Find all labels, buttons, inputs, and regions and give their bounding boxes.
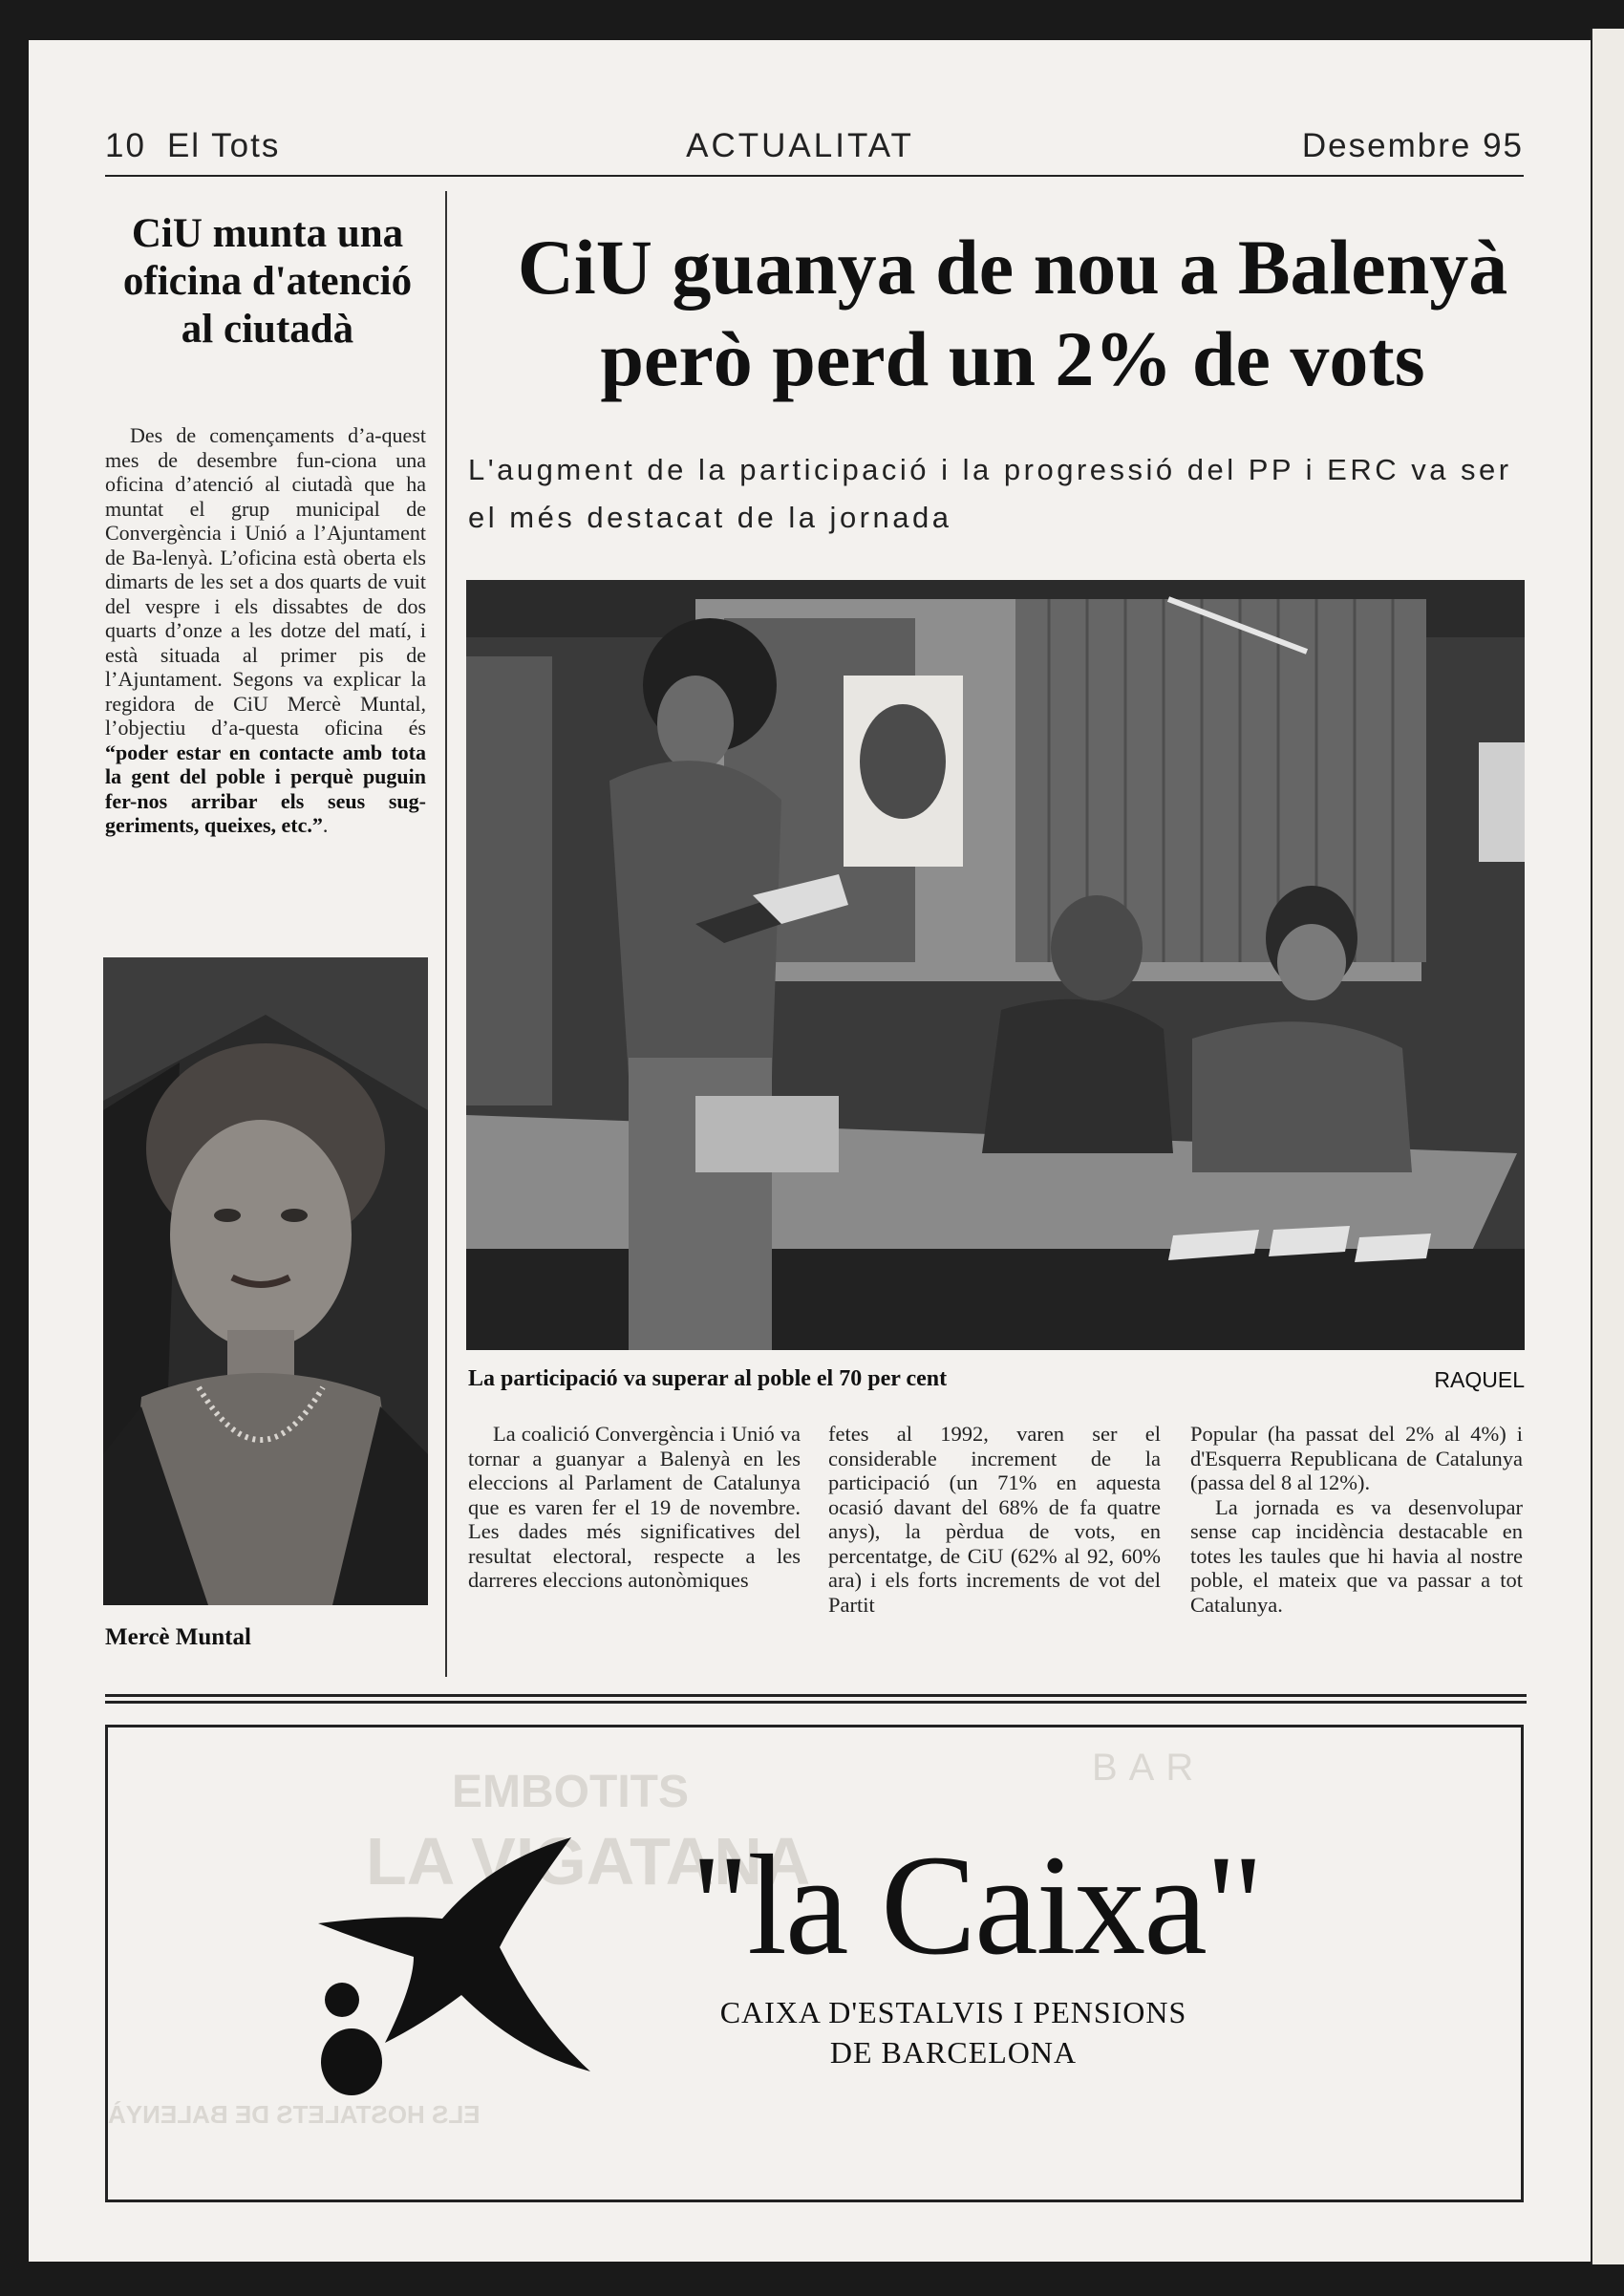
la-caixa-advertisement bbox=[105, 1725, 1524, 2202]
article-column-3 bbox=[1190, 1422, 1523, 1617]
article-column-1 bbox=[468, 1422, 801, 1593]
sidebar-quote: “poder estar en contacte amb tota la gent del poble i perquè puguin fer-nos arribar els seus sug-geriments, queixes, etc.” bbox=[105, 740, 426, 837]
sidebar-body bbox=[105, 423, 426, 838]
section-rule-top bbox=[105, 1694, 1527, 1697]
sidebar-body-intro: Des de començaments d’a-quest mes de desembre fun-ciona una oficina d’atenció al ciutadà que ha muntat el grup municipal de Convergència i Unió a l’Ajuntament de Ba-lenyà. L’oficina està oberta els dimarts de les set a dos quarts de vuit del vespre i els dissabtes de dos quarts d’onze a les dotze del matí, i està situada al primer pis de l’Ajuntament. Segons va explicar la regidora de CiU Mercè Muntal, l’objectiu d’a-questa oficina és bbox=[105, 423, 426, 740]
la-caixa-star-logo bbox=[299, 1833, 605, 2100]
main-photo-caption: La participació va superar al poble el 70 per cent bbox=[468, 1366, 948, 1391]
article-col3-text-a: Popular (ha passat del 2% al 4%) i d'Esquerra Republicana de Catalunya (passa del 8 al 12%). bbox=[1190, 1422, 1523, 1494]
article-column-2 bbox=[828, 1422, 1161, 1617]
bleed-through-text: BAR bbox=[1092, 1747, 1206, 1789]
portrait-illustration bbox=[103, 957, 428, 1605]
la-caixa-tagline-1: CAIXA D'ESTALVIS I PENSIONS bbox=[719, 1995, 1187, 2029]
section-name: ACTUALITAT bbox=[686, 127, 914, 164]
bleed-through-text: LA VIGATANA bbox=[366, 1824, 811, 1899]
polling-station-illustration bbox=[466, 580, 1525, 1350]
next-page-edge bbox=[1591, 29, 1624, 2264]
portrait-caption: Mercè Muntal bbox=[105, 1624, 251, 1650]
la-caixa-wordmark: "la Caixa" bbox=[691, 1826, 1263, 1985]
main-subhead: L'augment de la participació i la progressió del PP i ERC va ser el més destacat de la jornada bbox=[468, 453, 1512, 534]
page-number: 10 bbox=[105, 127, 146, 164]
sidebar-title: CiU munta una oficina d'atenció al ciutadà bbox=[122, 211, 413, 352]
sidebar-body-end: . bbox=[322, 813, 329, 837]
main-headline: CiU guanya de nou a Balenyà però perd un 2% de vots bbox=[517, 224, 1508, 402]
section-rule-bottom bbox=[105, 1701, 1527, 1704]
bleed-through-text: ELS HOSTALETS DE BALENYÀ bbox=[108, 2100, 481, 2129]
article-col1-text: La coalició Convergència i Unió va tornar a guanyar a Balenyà en les eleccions al Parlament de Catalunya que es varen fer el 19 de novembre. Les dades més significatives del resultat electoral, respecte a les darreres eleccions autonòmiques bbox=[468, 1422, 801, 1592]
polling-station-photo bbox=[466, 580, 1525, 1350]
portrait-photo bbox=[103, 957, 428, 1605]
header-rule bbox=[105, 175, 1524, 177]
issue-date: Desembre 95 bbox=[1301, 127, 1524, 164]
page-header bbox=[76, 86, 1524, 172]
column-divider bbox=[445, 191, 447, 1677]
bleed-through-text: EMBOTITS bbox=[452, 1767, 689, 1817]
article-col3-text-b: La jornada es va desenvolupar sense cap incidència destacable en totes les taules que hi havia al nostre poble, el mateix que va passar a tot Catalunya. bbox=[1190, 1494, 1523, 1617]
photo-credit: RAQUEL bbox=[1434, 1367, 1525, 1392]
article-col2-text: fetes al 1992, varen ser el considerable increment de la participació (un 71% en aquesta ocasió davant del 68% de fa quatre anys), la pèrdua de vots, en percentatge, de CiU (62% al 92, 60% ara) i els forts increments de vot del Partit bbox=[828, 1422, 1161, 1617]
la-caixa-tagline-2: DE BARCELONA bbox=[829, 2035, 1078, 2070]
publication-name: El Tots bbox=[166, 127, 281, 164]
